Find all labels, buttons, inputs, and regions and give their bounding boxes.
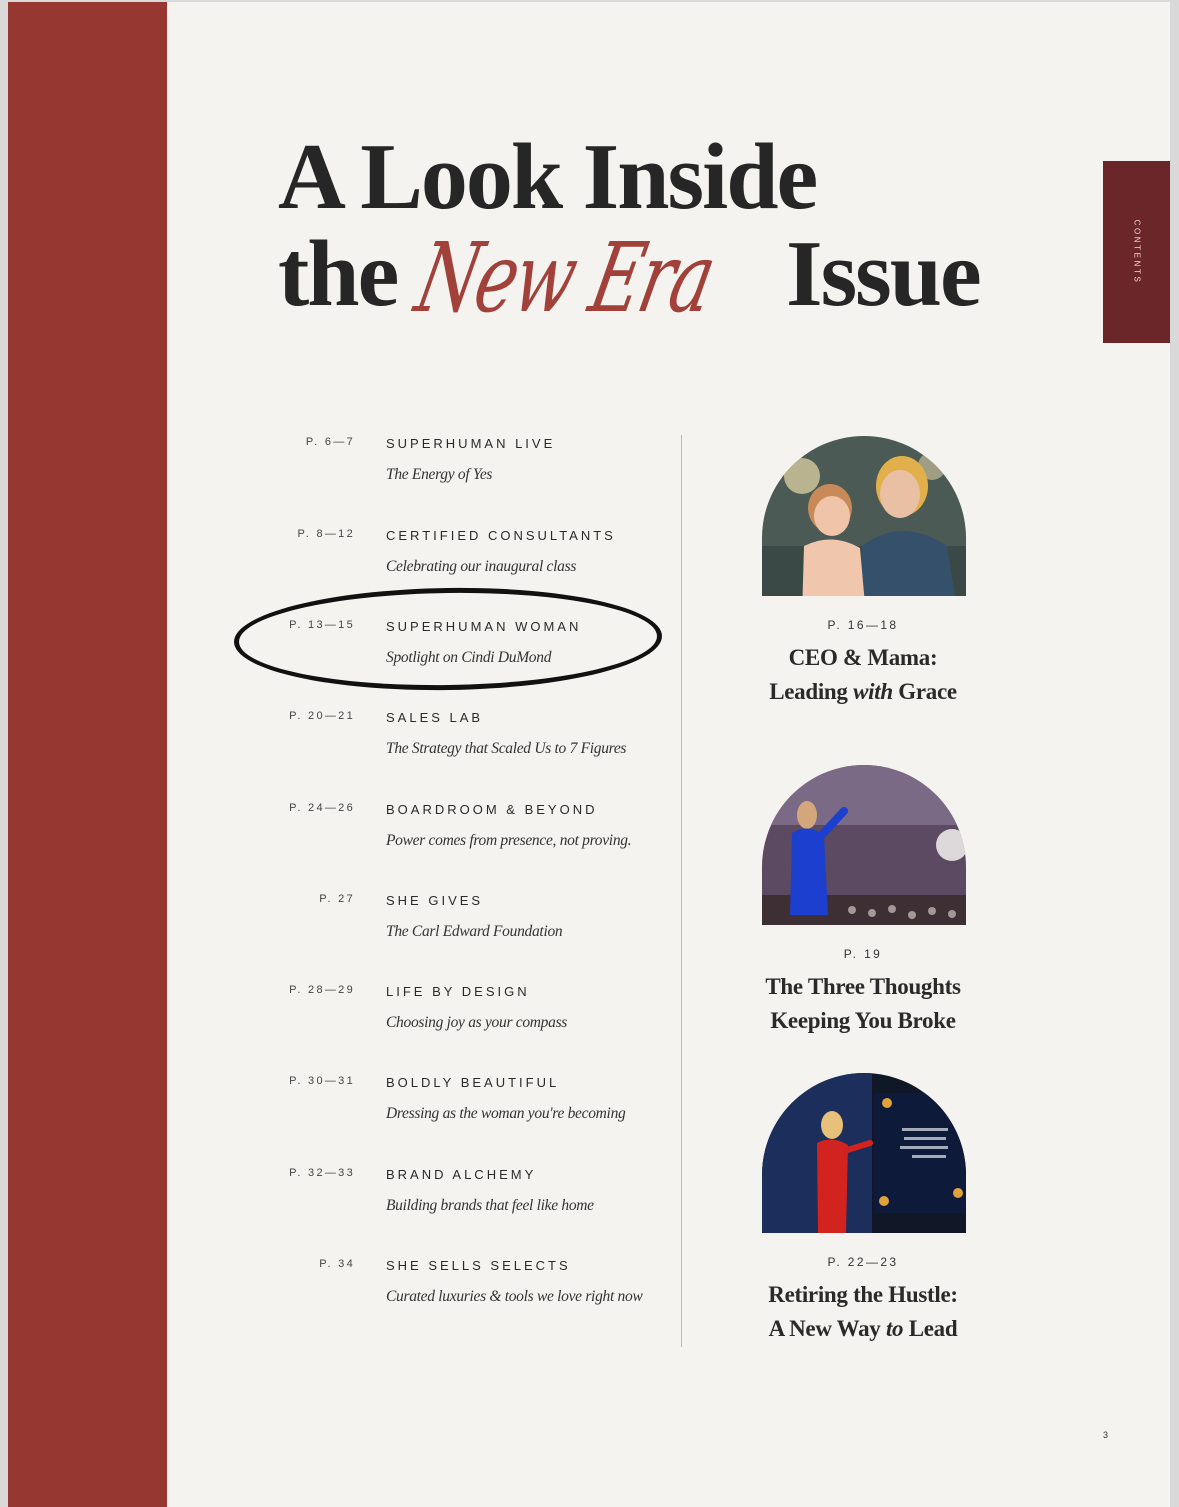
toc-item[interactable] bbox=[8, 436, 673, 516]
toc-section-heading: CERTIFIED CONSULTANTS bbox=[386, 528, 616, 543]
toc-page-range: P. 32—33 bbox=[289, 1167, 355, 1179]
toc-section-subtitle: Power comes from presence, not proving. bbox=[386, 832, 632, 849]
toc-page-range: P. 8—12 bbox=[297, 528, 355, 540]
toc-item[interactable] bbox=[8, 1075, 673, 1155]
title-line-1: A Look Inside bbox=[278, 125, 817, 229]
feature-page-range: P. 19 bbox=[843, 947, 883, 961]
toc-section-heading: BOARDROOM & BEYOND bbox=[386, 802, 598, 817]
feature-title-line-2-italic: to bbox=[885, 1316, 904, 1341]
toc-item[interactable] bbox=[8, 710, 673, 790]
feature-title-line-1: The Three Thoughts bbox=[765, 974, 961, 999]
feature-title bbox=[718, 970, 1008, 1038]
title-word-issue: Issue bbox=[786, 222, 980, 326]
photo-illustration bbox=[762, 436, 966, 596]
toc-section-heading: SALES LAB bbox=[386, 710, 484, 725]
toc-item[interactable] bbox=[8, 1167, 673, 1247]
contents-tab-label: CONTENTS bbox=[1132, 219, 1141, 285]
contents-tab[interactable] bbox=[1103, 161, 1170, 343]
title-script-new-era: New Era bbox=[407, 222, 723, 334]
title-line-2 bbox=[278, 222, 980, 334]
feature-photo-mother-child bbox=[762, 436, 966, 596]
toc-section-heading: SHE SELLS SELECTS bbox=[386, 1258, 571, 1273]
toc-item[interactable] bbox=[8, 984, 673, 1064]
toc-item[interactable] bbox=[8, 893, 673, 973]
title-word-the: the bbox=[278, 222, 398, 326]
toc-section-subtitle: Building brands that feel like home bbox=[386, 1197, 594, 1214]
feature-title-line-2b: Grace bbox=[898, 679, 957, 704]
toc-item[interactable] bbox=[8, 802, 673, 882]
toc-section-heading: SHE GIVES bbox=[386, 893, 484, 908]
toc-section-heading: LIFE BY DESIGN bbox=[386, 984, 530, 999]
photo-illustration bbox=[762, 765, 966, 925]
feature-title bbox=[718, 1278, 1008, 1346]
toc-section-heading: BOLDLY BEAUTIFUL bbox=[386, 1075, 560, 1090]
feature-photo-speaker-stage bbox=[762, 765, 966, 925]
magazine-page bbox=[8, 2, 1170, 1507]
toc-section-subtitle: The Energy of Yes bbox=[386, 466, 493, 483]
toc-page-range: P. 27 bbox=[319, 893, 355, 905]
toc-section-subtitle: The Strategy that Scaled Us to 7 Figures bbox=[386, 740, 627, 757]
toc-page-range: P. 13—15 bbox=[289, 619, 355, 631]
toc-section-heading: BRAND ALCHEMY bbox=[386, 1167, 537, 1182]
toc-item[interactable] bbox=[8, 1258, 673, 1338]
toc-section-subtitle: Choosing joy as your compass bbox=[386, 1014, 568, 1031]
toc-page-range: P. 20—21 bbox=[289, 710, 355, 722]
column-divider bbox=[681, 435, 682, 1347]
feature-title-line-1: CEO & Mama: bbox=[788, 645, 938, 670]
toc-section-heading: SUPERHUMAN LIVE bbox=[386, 436, 556, 451]
feature-title-line-1: Retiring the Hustle: bbox=[768, 1282, 958, 1307]
page-number: 3 bbox=[1103, 1430, 1109, 1440]
feature-title-line-2b: Lead bbox=[908, 1316, 958, 1341]
feature-page-range: P. 16—18 bbox=[827, 618, 899, 632]
feature-title-line-2a: Keeping You Broke bbox=[770, 1008, 956, 1033]
photo-illustration bbox=[762, 1073, 966, 1233]
feature-title bbox=[718, 641, 1008, 709]
feature-title-line-2a: Leading bbox=[769, 679, 848, 704]
feature-title-line-2a: A New Way bbox=[768, 1316, 881, 1341]
toc-page-range: P. 34 bbox=[319, 1258, 355, 1270]
page-title bbox=[278, 125, 980, 334]
toc-section-subtitle: Celebrating our inaugural class bbox=[386, 558, 577, 575]
toc-section-subtitle: Dressing as the woman you're becoming bbox=[386, 1105, 626, 1122]
feature-photo-speaker-red bbox=[762, 1073, 966, 1233]
toc-page-range: P. 28—29 bbox=[289, 984, 355, 996]
toc-section-heading: SUPERHUMAN WOMAN bbox=[386, 619, 582, 634]
toc-section-subtitle: Spotlight on Cindi DuMond bbox=[386, 649, 552, 666]
toc-section-subtitle: The Carl Edward Foundation bbox=[386, 923, 563, 940]
toc-section-subtitle: Curated luxuries & tools we love right now bbox=[386, 1288, 643, 1305]
toc-page-range: P. 30—31 bbox=[289, 1075, 355, 1087]
toc-page-range: P. 24—26 bbox=[289, 802, 355, 814]
feature-page-range: P. 22—23 bbox=[827, 1255, 899, 1269]
toc-page-range: P. 6—7 bbox=[305, 436, 355, 448]
feature-title-line-2-italic: with bbox=[853, 679, 893, 704]
